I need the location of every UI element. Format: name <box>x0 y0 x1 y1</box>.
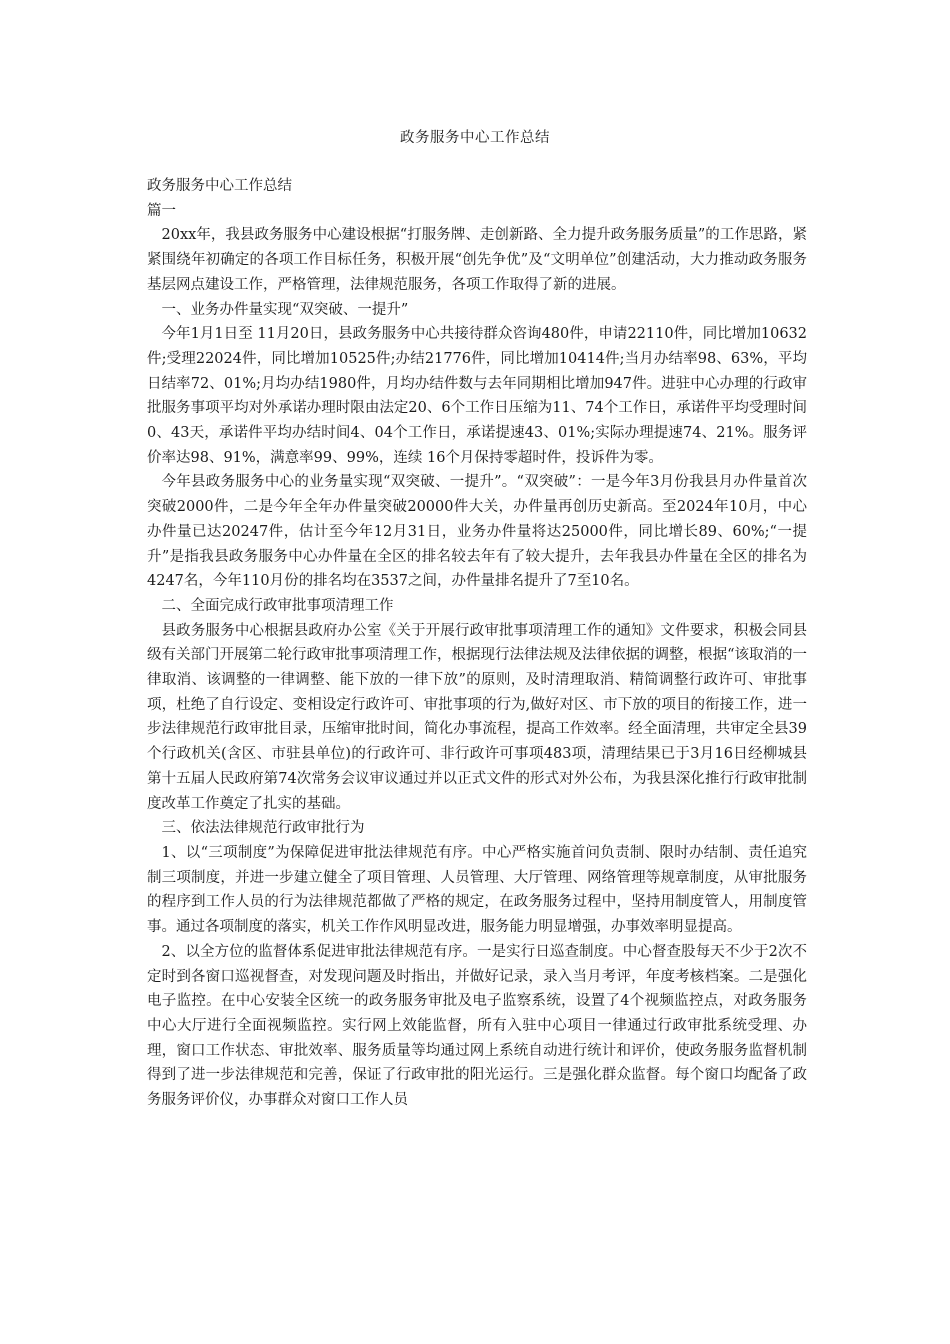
paragraph-intro: 20xx年，我县政务服务中心建设根据“打服务牌、走创新路、全力提升政务服务质量”的工作思路，紧紧围绕年初确定的各项工作目标任务，积极开展“创先争优”及“文明单位”创建活动，大力推动政务服务基层网点建设工作，严格管理，法律规范服务，各项工作取得了新的进展。 <box>147 227 807 293</box>
document-title: 政务服务中心工作总结 <box>400 130 550 146</box>
subheading-2: 二、全面完成行政审批事项清理工作 <box>161 597 394 614</box>
subheading-1: 一、业务办件量实现“双突破、一提升” <box>161 301 409 318</box>
paragraph-statistics: 今年1月1日至 11月20日，县政务服务中心共接待群众咨询480件，申请22110件，同比增加10632件;受理22024件，同比增加10525件;办结21776件，同比增加10414件;当月办结率98、63%，平均日结率72、01%;月均办结1980件，月均办结件数与去年同期相比增加947件。进驻中心办理的行政审批服务事项平均对外承诺办理时限由法定20、6个工作日压缩为11、74个工作日，承诺件平均受理时间0、43天，承诺件平均办结时间4、04个工作日，承诺提速43、01%;实际办理提速74、21%。服务评价率达98、91%，满意率99、99%，连续 16个月保持零超时件，投诉件为零。 <box>147 326 807 466</box>
document-body <box>147 174 807 1113</box>
paragraph-double-breakthrough: 今年县政务服务中心的业务量实现“双突破、一提升”。“双突破”：一是今年3月份我县月办件量首次突破2000件，二是今年全年办件量突破20000件大关，办件量再创历史新高。至2024年10月，中心办件量已达20247件，估计至今年12月31日，业务办件量将达25000件，同比增长89、60%;“一提升”是指我县政务服务中心办件量在全区的排名较去年有了较大提升，去年我县办件量在全区的排名为4247名，今年110月份的排名均在3537之间，办件量排名提升了7至10名。 <box>147 474 807 590</box>
subheading-3: 三、依法法律规范行政审批行为 <box>161 820 365 837</box>
part-label: 篇一 <box>147 202 176 219</box>
section-heading: 政务服务中心工作总结 <box>147 178 292 194</box>
paragraph-cleanup: 县政务服务中心根据县政府办公室《关于开展行政审批事项清理工作的通知》文件要求，积极会同县级有关部门开展第二轮行政审批事项清理工作，根据现行法律法规及法律依据的调整，根据“该取消的一律取消、该调整的一律调整、能下放的一律下放”的原则，及时清理取消、精简调整行政许可、审批事项，杜绝了自行设定、变相设定行政许可、审批事项的行为,做好对区、市下放的项目的衔接工作，进一步法律规范行政审批目录，压缩审批时间，简化办事流程，提高工作效率。经全面清理，共审定全县39个行政机关(含区、市驻县单位)的行政许可、非行政许可事项483项，清理结果已于3月16日经柳城县第十五届人民政府第74次常务会议审议通过并以正式文件的形式对外公布，为我县深化推行行政审批制度改革工作奠定了扎实的基础。 <box>147 622 807 812</box>
paragraph-supervision: 2、以全方位的监督体系促进审批法律规范有序。一是实行日巡查制度。中心督查股每天不少于2次不定时到各窗口巡视督查，对发现问题及时指出，并做好记录，录入当月考评，年度考核档案。二是强化电子监控。在中心安装全区统一的政务服务审批及电子监察系统，设置了4个视频监控点，对政务服务中心大厅进行全面视频监控。实行网上效能监督，所有入驻中心项目一律通过行政审批系统受理、办理，窗口工作状态、审批效率、服务质量等均通过网上系统自动进行统计和评价，使政务服务监督机制得到了进一步法律规范和完善，保证了行政审批的阳光运行。三是强化群众监督。每个窗口均配备了政务服务评价仪，办事群众对窗口工作人员 <box>147 943 807 1109</box>
paragraph-three-systems: 1、以“三项制度”为保障促进审批法律规范有序。中心严格实施首问负责制、限时办结制、责任追究制三项制度，并进一步建立健全了项目管理、人员管理、大厅管理、网络管理等规章制度，从审批服务的程序到工作人员的行为法律规范都做了严格的规定，在政务服务过程中，坚持用制度管人，用制度管事。通过各项制度的落实，机关工作作风明显改进，服务能力明显增强，办事效率明显提高。 <box>147 844 807 936</box>
